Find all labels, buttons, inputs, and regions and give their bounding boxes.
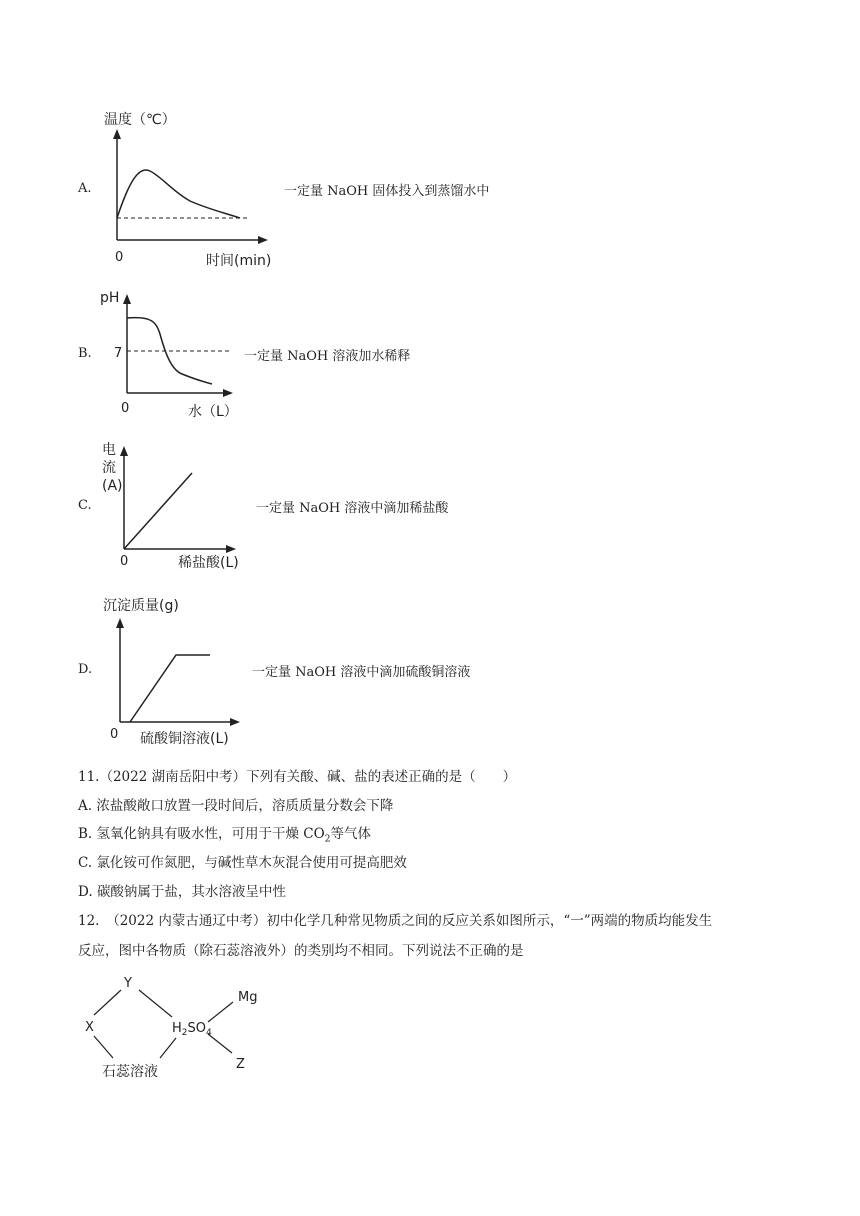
- node-y: Y: [124, 976, 132, 991]
- chart-b-origin: 0: [121, 401, 130, 416]
- chart-c-ylabel-line1: 电: [102, 442, 116, 458]
- q11-choice-a: [78, 794, 393, 814]
- chart-a-y-arrow: [113, 129, 121, 139]
- chart-a-xlabel: 时间(min): [206, 253, 272, 269]
- chart-a-curve: [117, 170, 240, 218]
- node-z: Z: [236, 1057, 245, 1072]
- q11-choice-d: [78, 880, 286, 900]
- option-d-description: 一定量 NaOH 溶液中滴加硫酸铜溶液: [252, 665, 471, 680]
- node-x: X: [85, 1020, 94, 1035]
- link-y-x: [94, 990, 121, 1015]
- chart-c-origin: 0: [120, 554, 129, 569]
- q11-choice-c-label: C.: [78, 855, 93, 871]
- node-h2so4: [172, 1021, 212, 1038]
- chart-b: [100, 286, 250, 422]
- q12-line1: 12. （2022 内蒙古通辽中考）初中化学几种常见物质之间的反应关系如图所示，“一”两端的物质均能发生: [78, 913, 713, 929]
- chart-d: [100, 592, 260, 752]
- chart-b-x-arrow: [223, 389, 233, 397]
- chart-a-ylabel: 温度（℃）: [104, 112, 176, 128]
- q12-line2: 反应，图中各物质（除石蕊溶液外）的类别均不相同。下列说法不正确的是: [78, 943, 524, 959]
- option-b-description: 一定量 NaOH 溶液加水稀释: [244, 349, 411, 364]
- chart-c-x-arrow: [226, 545, 236, 553]
- chart-b-y-arrow: [123, 294, 131, 304]
- node-h2so4-h: H: [172, 1021, 182, 1036]
- chart-c-y-arrow: [120, 446, 128, 456]
- chart-c-ylabel-line3: (A): [102, 478, 123, 494]
- chart-b-ylabel: pH: [100, 290, 120, 306]
- node-litmus: 石蕊溶液: [102, 1064, 158, 1080]
- q11-choice-d-text: 碳酸钠属于盐，其水溶液呈中性: [96, 884, 286, 900]
- q11-stem: 11.（2022 湖南岳阳中考）下列有关酸、碱、盐的表述正确的是（ ）: [78, 769, 517, 785]
- q11-choice-b-label: B.: [78, 826, 93, 842]
- chart-c-ylabel-line2: 流: [102, 460, 116, 476]
- q11-choice-b-text-before: 氢氧化钠具有吸水性，可用于干燥 CO: [96, 826, 325, 842]
- chart-c: [100, 436, 260, 576]
- q11-choice-c-text: 氯化铵可作氮肥，与碱性草木灰混合使用可提高肥效: [96, 855, 407, 871]
- q11-choice-b-text-after: 等气体: [330, 826, 371, 842]
- chart-b-xlabel: 水（L）: [188, 404, 238, 420]
- q11-choice-b-subscript: 2: [324, 834, 331, 845]
- link-h2so4-mg: [208, 1002, 233, 1022]
- chart-c-line: [124, 473, 192, 549]
- chart-d-line: [130, 655, 210, 722]
- option-a-description: 一定量 NaOH 固体投入到蒸馏水中: [284, 184, 490, 199]
- chart-d-x-arrow: [230, 718, 240, 726]
- node-h2so4-sub4: 4: [206, 1028, 212, 1038]
- chart-a-origin: 0: [115, 250, 124, 265]
- option-b-letter: B.: [78, 346, 92, 361]
- link-x-litmus: [94, 1036, 113, 1058]
- option-c-letter: C.: [78, 498, 92, 513]
- node-h2so4-sub2: 2: [181, 1028, 188, 1038]
- chart-d-origin: 0: [110, 727, 119, 742]
- q11-choice-a-text: 浓盐酸敞口放置一段时间后，溶质质量分数会下降: [96, 798, 394, 814]
- chart-a-x-arrow: [258, 236, 268, 244]
- chart-d-ylabel: 沉淀质量(g): [103, 598, 179, 614]
- chart-a: [100, 105, 290, 270]
- q11-choice-b: [78, 822, 371, 845]
- chart-d-y-arrow: [116, 618, 124, 628]
- q11-choice-d-label: D.: [78, 884, 93, 900]
- chart-b-ytick-7: 7: [114, 346, 123, 361]
- option-c-description: 一定量 NaOH 溶液中滴加稀盐酸: [256, 501, 449, 516]
- option-d-letter: D.: [78, 662, 93, 677]
- q11-choice-a-label: A.: [78, 798, 93, 814]
- chart-d-xlabel: 硫酸铜溶液(L): [140, 731, 229, 747]
- option-a-letter: A.: [78, 181, 92, 196]
- node-h2so4-so: SO: [187, 1021, 206, 1036]
- link-litmus-h2so4: [160, 1038, 176, 1058]
- q11-choice-c: [78, 851, 407, 871]
- q12-reaction-diagram: [80, 970, 280, 1085]
- link-y-h2so4: [139, 990, 172, 1017]
- node-mg: Mg: [238, 990, 258, 1005]
- chart-c-xlabel: 稀盐酸(L): [178, 555, 239, 571]
